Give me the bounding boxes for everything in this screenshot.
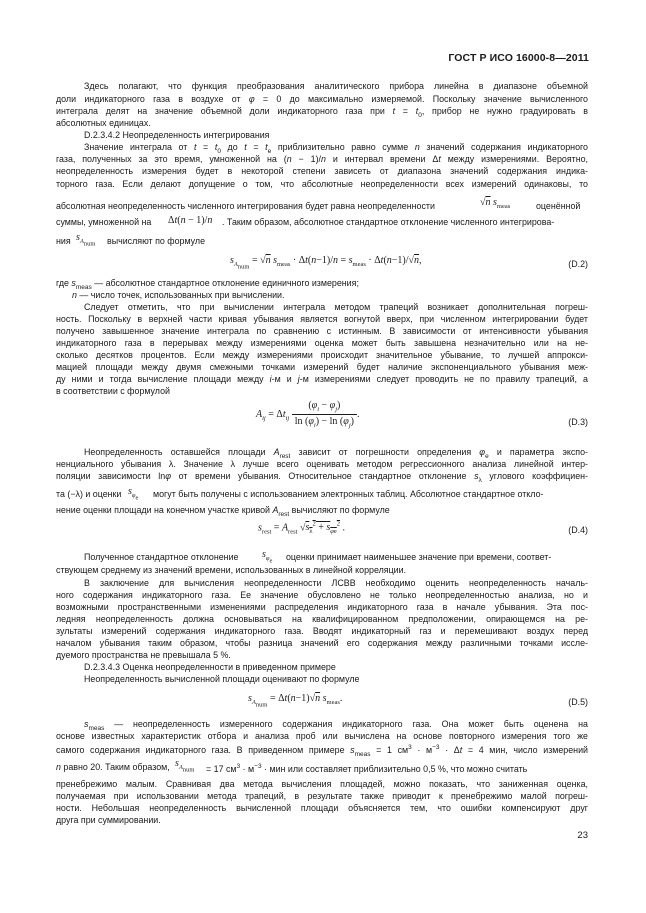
- equation-number-d3: (D.3): [568, 417, 588, 427]
- paragraph-line-part: суммы, умноженной на: [56, 217, 152, 227]
- standard-header: ГОСТ Р ИСО 16000-8—2011: [448, 52, 589, 64]
- paragraph-line: началом убывания таким образом, чтобы разница значений его содержания между различными точками иссле-: [56, 638, 588, 648]
- paragraph-line: дуемого пространства не превышала 5 %.: [56, 650, 231, 660]
- paragraph-line: ности. Небольшая неопределенность вычисленной площади объясняется тем, что ошибки компенсируют друг: [56, 803, 588, 813]
- equation-number-d5: (D.5): [568, 697, 588, 707]
- paragraph-line: зультаты измерений содержания индикаторного газа. Вводят индикаторный газ и перемешивают воздух перед: [56, 626, 588, 636]
- equation-d4: $s_{rest} = A_{rest}$ $√s_\lambda^2 + s_{\varphi e}^2$ .: [258, 521, 346, 536]
- paragraph-line: ного содержания индикаторного газа. Ее значение обусловлено не только неопределенностью анализа, но и: [56, 590, 588, 600]
- paragraph-line: Следует отметить, что при вычислении интеграла методом трапеций возникает дополнительная погреш-: [84, 302, 588, 312]
- paragraph-line: торного газа. Если делают допущение о том, что абсолютные неопределенности всех измерений одинаковы, то: [56, 179, 588, 189]
- section-heading: D.2.3.4.2 Неопределенность интегрирования: [84, 130, 270, 140]
- equation-number-d4: (D.4): [568, 525, 588, 535]
- paragraph-line-part: ния: [56, 236, 71, 246]
- paragraph-line: поляции зависимости lnφ от времени убывания. Относительное стандартное отклонение $s_\lambda$ углового коэффициен-: [56, 471, 588, 484]
- paragraph-line: $s_{meas}$ — неопределенность измеренного содержания индикаторного газа. Она может быть оценена на: [84, 719, 588, 732]
- paragraph-line: индикаторного газа в перерывах между измерениями оценка может быть завышена незначительно или на не-: [56, 338, 588, 348]
- paragraph-line-part: = 17 $см^3 \cdot м^{-3}$ · мин или составляет приблизительно 0,5 %, что можно считать: [206, 763, 528, 774]
- paragraph-line-part: оценки принимает наименьшее значение при времени, соответ-: [286, 552, 552, 562]
- paragraph-line: ледняя неопределенность должна основываться на квалифицированном предположении, опирающемся на ре-: [56, 614, 588, 624]
- paragraph-line: доли индикаторного газа в воздухе от φ = 0 до максимально измеряемой. Поскольку значение вычисленного: [56, 94, 588, 104]
- inline-formula: $s_{A_{num}}$: [76, 232, 96, 248]
- paragraph-line-part: абсолютная неопределенность численного интегрирования будет равна неопределенности: [56, 201, 435, 211]
- paragraph-line: интеграла делят на значение объемной доли индикаторного газа при $t = t_0$, прибор не нужно градуировать в: [56, 106, 588, 119]
- paragraph-line: В заключение для вычисления неопределенности ЛСВВ необходимо оценить неопределенность началь-: [84, 578, 588, 588]
- equation-number-d2: (D.2): [568, 259, 588, 269]
- inline-formula: $s_{A_{num}}$: [175, 758, 195, 774]
- paragraph-line: в соответствии с формулой: [56, 386, 170, 396]
- paragraph-line: друга при суммировании.: [56, 815, 161, 825]
- section-heading: D.2.3.4.3 Оценка неопределенности в приведенном примере: [84, 662, 336, 672]
- paragraph-line: получаемая при использовании метода трапеций, в результате также приводит к пренебрежимо малой погреш-: [56, 791, 588, 801]
- paragraph-line: Неопределенность вычисленной площади оценивают по формуле: [84, 674, 360, 684]
- paragraph-line: ненциального убывания λ. Значение λ лучше всего оценивать методом регрессионного анализа линейной интер-: [56, 459, 588, 469]
- paragraph-line: Неопределенность оставшейся площади $A_{rest}$ зависит от погрешности определения $\varphi_e$ и параметра экспо-: [84, 447, 588, 460]
- where-line: где $s_{meas}$ — абсолютное стандартное отклонение единичного измерения;: [56, 278, 359, 291]
- paragraph-line-part: Полученное стандартное отклонение: [84, 552, 239, 562]
- paragraph-line: пренебрежимо малым. Сравнивая два метода вычисления площадей, можно показать, что заниженная оценка,: [56, 779, 588, 789]
- paragraph-line: неопределенность измерения будет в некоторой степени зависеть от диапазона значений содержания индика-: [56, 166, 588, 176]
- where-line: n — число точек, использованных при вычислении.: [72, 290, 285, 300]
- paragraph-line: самого содержания индикаторного газа. В приведенном примере $s_{meas} = 1$ $см^3 \cdot м^{-3} \cdot \Delta t = 4$ мин, число измерений: [56, 744, 588, 758]
- inline-formula: $s_{\varphi_e}$: [128, 486, 139, 502]
- inline-formula: Δt(n − 1)/n: [168, 215, 213, 226]
- paragraph-line: абсолютных единицах.: [56, 118, 151, 128]
- paragraph-line: нение оценки площади на конечном участке кривой $A_{rest}$ вычисляют по формуле: [56, 505, 390, 518]
- paragraph-line-part: . Таким образом, абсолютное стандартное отклонение численного интегрирова-: [222, 217, 555, 227]
- paragraph-line: Значение интеграла от $t = t_0$ до $t = t_e$ приблизительно равно сумме n значений содержания индикаторного: [84, 142, 588, 155]
- inline-formula: $s_{\varphi_e}$: [262, 549, 273, 565]
- paragraph-line: ность. Поскольку в верхней части кривая убывания является вогнутой вверх, при численном интегрировании будет: [56, 314, 588, 324]
- paragraph-line: основе известных характеристик отбора и анализа проб или вычислена на основе повторного измерения того же: [56, 731, 588, 741]
- paragraph-line: возможными пространственными изменениями распределения индикаторного газа в начале убывания. Эта пос-: [56, 602, 588, 612]
- page-number: 23: [577, 830, 588, 841]
- paragraph-line: ду ними и тогда вычисление площади между i-м и j-м измерениями следует проводить не по правилу трапеций, а: [56, 374, 588, 384]
- paragraph-line-part: оценённой: [536, 201, 581, 211]
- paragraph-line: получено завышенное значение интеграла по сравнению с истинным. В зависимости от интенсивности убывания: [56, 326, 588, 336]
- paragraph-line-part: та (−λ) и оценки: [56, 489, 122, 499]
- paragraph-line: газа, полученных за это время, умноженной на (n − 1)/n и интервал времени Δt между измерениями. Вероятно,: [56, 154, 589, 164]
- paragraph-line: мацией площади между двумя смежными точками измерений будет наличие экспоненциального убывания меж-: [56, 362, 588, 372]
- paragraph-line-part: могут быть получены с использованием электронных таблиц. Абсолютное стандартное откло-: [153, 489, 544, 499]
- equation-d5: $s_{A_{num}} = \Delta t(n-1)√n$ $s_{meas}$.: [248, 693, 343, 709]
- equation-d3: $A_{ij} = \Delta t_{ij}$ $\frac{(\varphi_i - \varphi_j)}{\ln (\varphi_i) - \ln (\varphi_j)}$ .: [256, 400, 360, 429]
- paragraph-line: ствующем среднему из значений времени, использованных в линейной корреляции.: [56, 565, 407, 575]
- paragraph-line: сколько десятков процентов. Если между измерениями происходит значительное убывание, то лучшей аппрокси-: [56, 350, 588, 360]
- paragraph-line: Здесь полагают, что функция преобразования аналитического прибора линейна в диапазоне объемной: [84, 81, 588, 91]
- paragraph-line-part: вычисляют по формуле: [107, 236, 206, 246]
- paragraph-line-part: n равно 20. Таким образом,: [56, 762, 170, 772]
- equation-d2: $s_{A_{num}} = √n$ $s_{meas} \cdot \Delta t(n-1)/n = s_{meas} \cdot \Delta t(n-1)/√n$,: [230, 255, 422, 271]
- inline-formula: √n $s_{meas}$: [480, 197, 511, 210]
